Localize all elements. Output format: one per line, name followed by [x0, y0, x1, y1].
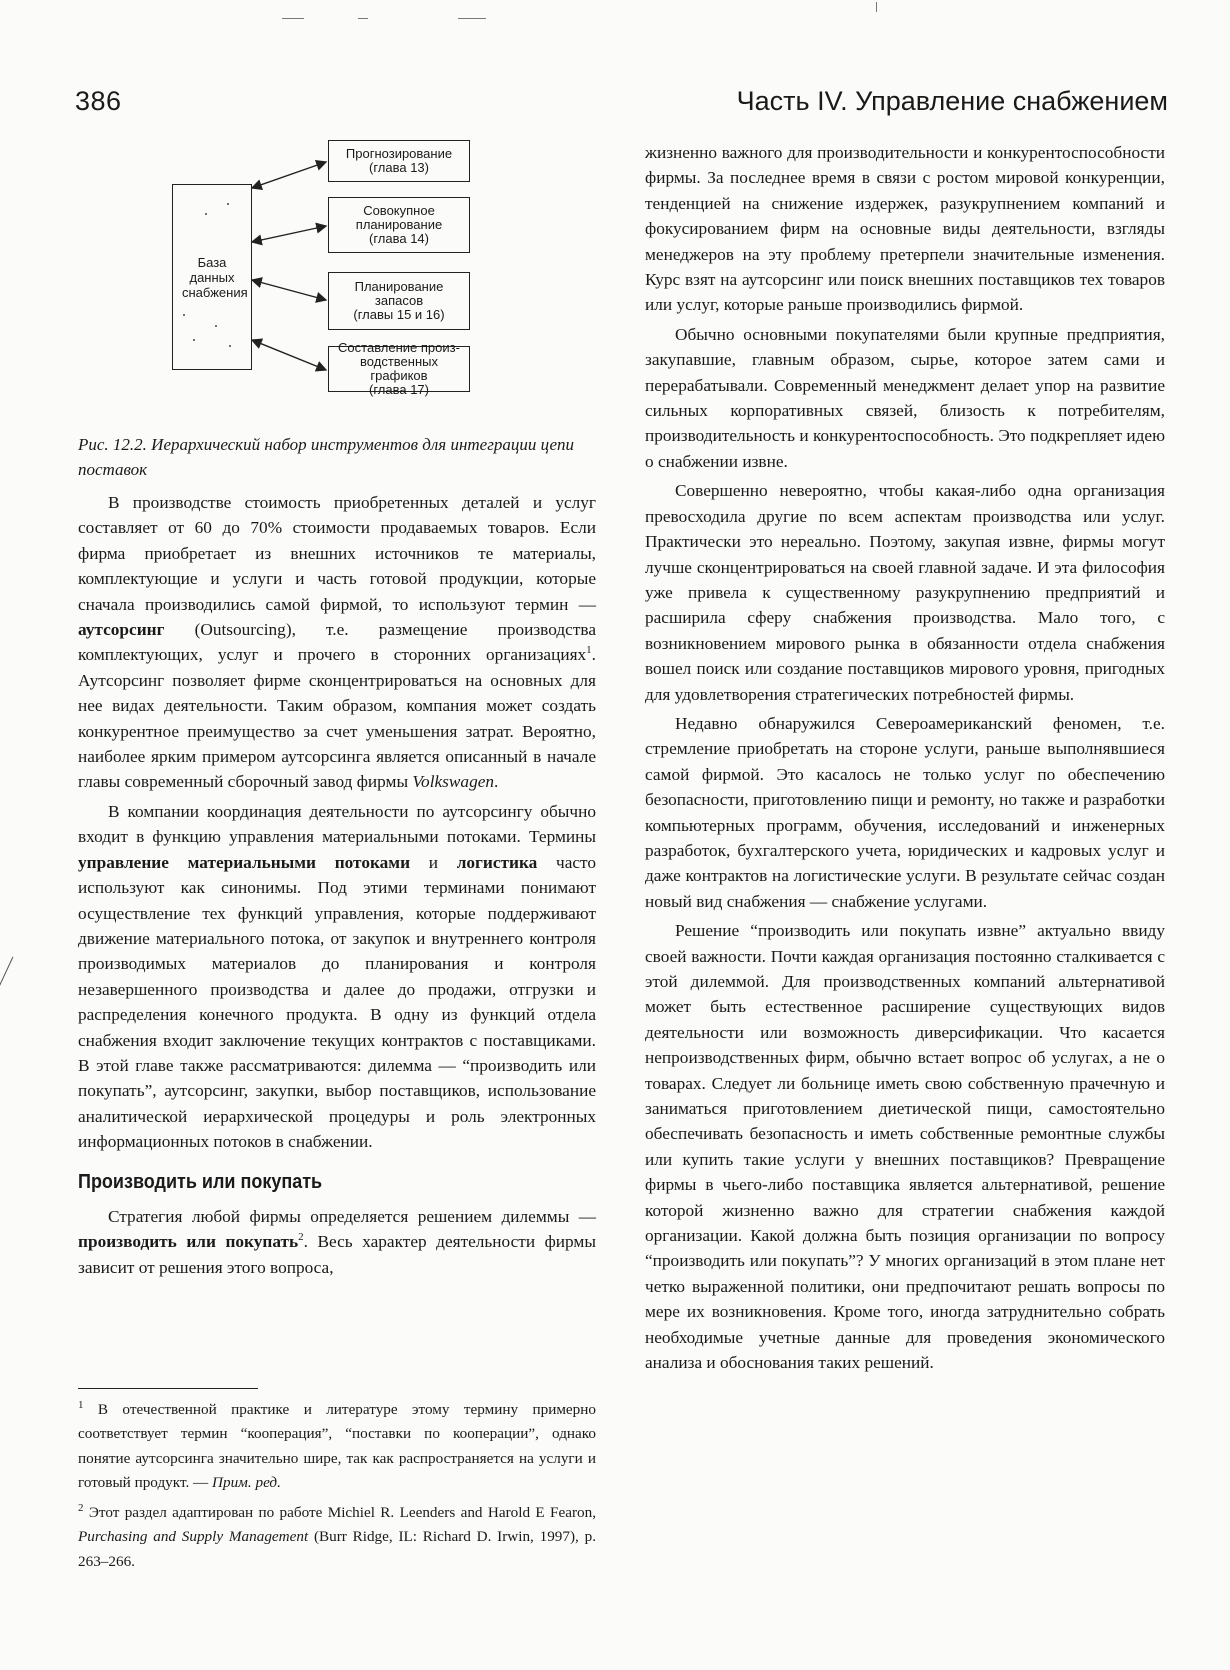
- term-material-flow: управление материальными потоками: [78, 852, 411, 872]
- footnote-number: 2: [78, 1502, 84, 1515]
- text: .: [494, 772, 499, 792]
- text: В компании координация деятельности по аутсорсингу обычно входит в функцию управления материальными потоками. Термины: [78, 801, 596, 847]
- scan-mark: [282, 18, 304, 19]
- diagram-box-scheduling: [328, 340, 470, 397]
- footnote-number: 1: [78, 1398, 84, 1411]
- company-name: Volkswagen: [412, 772, 495, 792]
- footnotes: [78, 1398, 596, 1580]
- right-column: [645, 140, 1165, 1376]
- footnote-1: [78, 1398, 596, 1495]
- box-title: Прогнозирование: [345, 146, 453, 161]
- text: Стратегия любой фирмы определяется решением дилеммы —: [108, 1206, 596, 1226]
- footnote-ref[interactable]: 1: [586, 644, 592, 657]
- box-subtitle: (глава 14): [369, 231, 429, 246]
- footnote-ref[interactable]: 2: [298, 1231, 304, 1244]
- text: В отечественной практике и литературе этому термину примерно соответствует термин “кооперация”, “поставки по кооперации”, однако понятие аутсорсинга значительно шире, так как распространяется на услуги и готовый продукт. —: [78, 1401, 596, 1491]
- diagram-box-inventory-planning: [328, 272, 470, 330]
- paragraph: Решение “производить или покупать извне” актуально ввиду своей важности. Почти каждая организация постоянно сталкивается с этой дилеммой. Для производственных компаний альтернативой может быть естественное расширение существующих видов деятельности или возможность диверсификации. Что касается непроизводственных фирм, обычно встает вопрос об услугах, а не о товарах. Следует ли больнице иметь свою собственную прачечную и заниматься приготовлением диетической пищи, самостоятельно обеспечивать безопасность и иметь собственные ремонтные службы или купить такие услуги у внешних поставщиков? Превращение фирмы в чьего-либо поставщика является альтернативой, решение которой жизненно важно для стратегии снабжения каждой организации. Какой должна быть позиция организации по вопросу “производить или покупать”? У многих организаций в этом плане нет четко выраженной политики, они предпочитают решать вопросы по мере их возникновения. Кроме того, иногда затруднительно собрать необходимые учетные данные для проведения экономического анализа и обоснования таких решений.: [645, 921, 1165, 1373]
- database-box: [172, 184, 252, 370]
- box-title: Составление произ- водственных графиков: [338, 340, 460, 383]
- figure-caption: Рис. 12.2. Иерархический набор инструментов для интеграции цепи поставок: [78, 435, 575, 479]
- text: . Аутсорсинг позволяет фирме сконцентрироваться на основных для нее видах деятельности. Таким образом, компания может создать конкурентное преимущество за счет уменьшения затрат. Вероятно, наиболее ярким примером аутсорсинга является описанный в начале главы современный сборочный завод фирмы: [78, 645, 596, 792]
- text: Этот раздел адаптирован по работе Michiel R. Leenders and Harold E Fearon,: [83, 1504, 596, 1522]
- scan-mark: [358, 18, 368, 19]
- diagram-box-aggregate-planning: [328, 197, 470, 253]
- term-make-or-buy: производить или покупать: [78, 1232, 299, 1252]
- text: часто используют как синонимы. Под этими терминами понимают осуществление тех функций управления, которые поддерживают движение материального потока, от закупок и внутреннего контроля производимых материалов до планирования и контроля незавершенного производства и далее до продажи, отгрузки и распределения конечного продукта. В одну из функций отдела снабжения входит заключение текущих контрактов с поставщиками. В этой главе также рассматриваются: дилемма — “производить или покупать”, аутсорсинг, закупки, выбор поставщиков, использование аналитической иерархической процедуры и роль электронных информационных потоков в снабжении.: [78, 852, 596, 1152]
- paragraph: Совершенно невероятно, чтобы какая-либо одна организация превосходила другие по всем аспектам производства или услуг. Практически это нереально. Поэтому, закупая извне, фирмы могут лучше сконцентрироваться на своей главной задаче. И эта философия уже привела к существенному разукрупнению предприятий и расширила сферу снабжения производства. Мало того, с возникновением мирового рынка в обязанности отдела снабжения вошел поиск или создание поставщиков мирового уровня, пригодных для удовлетворения стратегических потребностей фирмы.: [645, 481, 1165, 704]
- diagram-box-forecasting: [328, 140, 470, 182]
- text: (Burr Ridge, IL: Richard D. Irwin, 1997), p. 263–266.: [78, 1528, 596, 1570]
- term-logistics: логистика: [456, 852, 538, 872]
- left-column: [78, 490, 596, 1280]
- editor-note: Прим. ред.: [212, 1473, 281, 1491]
- figure-diagram: [170, 140, 510, 425]
- paragraph: Недавно обнаружился Североамериканский феномен, т.е. стремление приобретать на стороне услуги, раньше выполнявшиеся самой фирмой. Это касалось не только услуг по обеспечению безопасности, приготовлению пищи и ремонту, но также и разработки компьютерных программ, обучения, исследований и инженерных разработок, бухгалтерского учета, юридических и кадровых услуг и даже контрактов на логистические услуги. В результате сейчас создан новый вид снабжения — снабжение услугами.: [645, 713, 1165, 911]
- scan-mark: [0, 957, 13, 994]
- text: и: [410, 852, 457, 872]
- box-subtitle: (глава 13): [369, 160, 429, 175]
- paragraph: жизненно важного для производительности и конкурентоспособности фирмы. За последнее время в связи с ростом мировой конкуренции, тенденцией на снижение издержек, разукрупнением компаний и фокусированием фирм на основные виды деятельности, взгляды менеджеров на эту проблему претерпели значительные изменения. Курс взят на аутсорсинг или поиск внешних поставщиков тех товаров или услуг, которые раньше производились фирмой.: [645, 143, 1165, 315]
- scan-mark: [876, 2, 877, 12]
- footnote-2: [78, 1501, 596, 1574]
- text: (Outsourcing), т.е. размещение производства комплектующих, услуг и прочего в сторонних организациях: [78, 620, 596, 665]
- paragraph: [78, 490, 596, 795]
- text: В производстве стоимость приобретенных деталей и услуг составляет от 60 до 70% стоимости продаваемых товаров. Если фирма приобретает из внешних источников те материалы, комплектующие и услуги и часть готовой продукции, которые сначала производились самой фирмой, то используют термин —: [78, 493, 596, 614]
- paragraph: [78, 1204, 596, 1280]
- book-title: Purchasing and Supply Management: [78, 1528, 309, 1546]
- scan-mark: [458, 18, 486, 19]
- box-title: Планирование запасов: [354, 279, 444, 308]
- section-heading: Производить или покупать: [78, 1168, 323, 1192]
- running-title: Часть IV. Управление снабжением: [736, 86, 1168, 116]
- box-subtitle: (главы 15 и 16): [353, 307, 445, 322]
- paragraph: Обычно основными покупателями были крупные предприятия, закупавшие, главным образом, сырье, которое затем сами и перерабатывали. Современный менеджмент делает упор на развитие сильных корпоративных связей, близость к потребителям, производительность и конкурентоспособность. Это подкрепляет идею о снабжении извне.: [645, 324, 1165, 471]
- text: . Весь характер деятельности фирмы зависит от решения этого вопроса,: [78, 1232, 596, 1277]
- term-outsourcing: аутсорсинг: [78, 620, 165, 640]
- box-title: Совокупное планирование: [355, 203, 443, 232]
- footnote-divider: [78, 1388, 258, 1389]
- database-label: База данных снабжения: [182, 254, 248, 300]
- paragraph: [78, 799, 596, 1155]
- page-number: 386: [75, 86, 122, 116]
- box-subtitle: (глава 17): [369, 382, 429, 397]
